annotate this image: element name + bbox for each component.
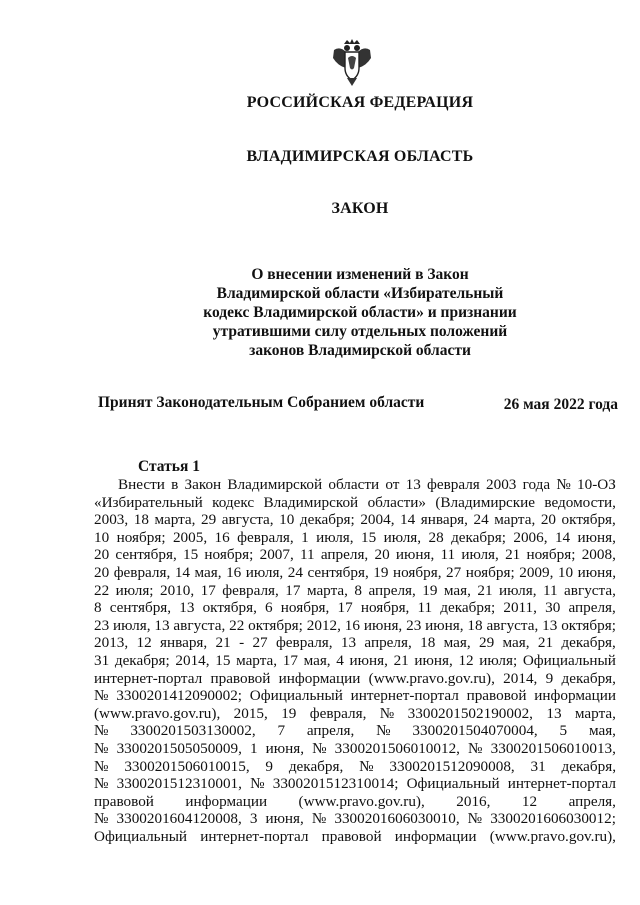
article-body-line	[94, 687, 616, 705]
word: августа,	[486, 616, 539, 634]
word: 11	[542, 581, 558, 599]
word: 17	[200, 581, 216, 599]
word: сентября,	[109, 599, 172, 617]
law-title-line: Владимирской области «Избирательный	[216, 285, 504, 302]
word: августа,	[221, 511, 274, 529]
article-body-line	[94, 511, 616, 529]
word: 29	[201, 511, 217, 529]
article-body-line	[94, 617, 616, 635]
word: (www.pravo.gov.ru),	[489, 827, 616, 845]
word: июля,	[383, 528, 422, 546]
word: ноября;	[526, 546, 576, 564]
word: 16	[214, 528, 230, 546]
word: ноября,	[393, 563, 442, 581]
word: июля,	[245, 563, 284, 581]
word: июня,	[414, 651, 453, 669]
document-kind-heading: ЗАКОН	[331, 200, 389, 217]
article-body-line	[94, 775, 616, 793]
word: 31	[94, 651, 110, 669]
word: 13	[405, 476, 421, 493]
word: 17	[337, 599, 353, 617]
word: 3	[249, 810, 258, 828]
word: 3300201506010013,	[490, 739, 616, 757]
word: (www.pravo.gov.ru),	[368, 669, 495, 687]
word: №	[376, 722, 391, 740]
word: июня,	[349, 651, 388, 669]
word: апреля,	[320, 546, 369, 564]
word: интернет-портал	[200, 827, 309, 845]
word: октября;	[248, 616, 303, 634]
coat-of-arms-icon	[330, 38, 374, 88]
word: 2008,	[581, 546, 616, 564]
word: 17	[285, 581, 301, 599]
word: 11	[300, 546, 315, 564]
word: июля,	[461, 546, 499, 564]
word: «Избирательный	[94, 493, 203, 511]
word: 2011,	[503, 599, 537, 617]
word: марта,	[574, 704, 616, 722]
word: 2010,	[159, 581, 195, 599]
word: декабря;	[114, 651, 170, 669]
word: 10	[279, 511, 295, 529]
word: 2015,	[233, 704, 268, 722]
word: 15	[361, 528, 377, 546]
word: мая,	[303, 651, 331, 669]
word: сентября,	[115, 546, 177, 564]
law-title	[180, 265, 540, 360]
word: 21	[477, 581, 493, 599]
article-body-line	[94, 722, 616, 740]
word: мая,	[443, 581, 471, 599]
word: №	[312, 739, 327, 757]
word: декабря;	[451, 528, 506, 546]
article-body-line	[94, 652, 616, 670]
word: августа,	[173, 616, 226, 634]
word: 3300201606030010,	[334, 810, 460, 828]
article-body-line	[94, 546, 616, 564]
word: 21	[215, 634, 231, 652]
word: 18	[133, 511, 149, 529]
word: №	[94, 775, 109, 793]
word: февраля,	[309, 704, 367, 722]
word: 30	[545, 599, 561, 617]
word: 13	[542, 616, 558, 634]
word: декабря,	[561, 757, 616, 775]
word: августа,	[564, 581, 616, 599]
word: №	[311, 810, 327, 828]
word: мая,	[443, 634, 471, 652]
word: интернет-портал	[94, 669, 203, 687]
word: 18	[467, 616, 483, 634]
word: июня,	[577, 563, 616, 581]
word: 2003	[486, 476, 517, 493]
word: №	[467, 810, 483, 828]
word: (www.pravo.gov.ru),	[298, 792, 425, 810]
word: февраля,	[237, 528, 294, 546]
word: апреля,	[364, 634, 412, 652]
word: 20	[374, 546, 390, 564]
word: 9	[545, 669, 554, 687]
word: Официальный	[249, 687, 343, 705]
word: 16	[226, 563, 242, 581]
law-title-line: О внесении изменений в Закон	[251, 266, 469, 283]
word: 13	[154, 616, 170, 634]
word: (Владимирские	[435, 493, 536, 511]
word: 11	[417, 599, 433, 617]
word: ведомости,	[544, 493, 616, 511]
word: 20	[94, 546, 110, 564]
word: декабря,	[561, 669, 616, 687]
word: ноября;	[465, 563, 515, 581]
word: 19	[281, 704, 297, 722]
article-body-line	[94, 476, 616, 494]
word: 2014,	[175, 651, 210, 669]
word: февраля	[427, 476, 480, 493]
article-body-line	[94, 793, 616, 811]
word: 21	[505, 546, 521, 564]
word: 1	[301, 528, 309, 546]
article-body-line	[94, 582, 616, 600]
word: правовой	[94, 792, 154, 810]
article-body-line	[94, 705, 616, 723]
word: 1	[249, 739, 258, 757]
word: 2007,	[259, 546, 294, 564]
word: информации	[278, 669, 361, 687]
word: ноября;	[204, 546, 254, 564]
word: 13	[340, 634, 357, 652]
word: 17	[282, 651, 298, 669]
word: 2016,	[456, 792, 491, 810]
word: области	[328, 476, 380, 493]
word: апреля,	[568, 792, 616, 810]
word: Официальный	[406, 775, 500, 793]
word: 24	[473, 511, 489, 529]
word: июля;	[479, 651, 518, 669]
word: 2006,	[513, 528, 548, 546]
adoption-line	[98, 394, 618, 412]
law-title-line: законов Владимирской области	[249, 342, 471, 359]
word: 2013,	[94, 634, 129, 652]
word: интернет-портал	[507, 775, 616, 793]
word: 3300201512310014;	[272, 775, 399, 793]
word: ноября,	[360, 599, 410, 617]
word: правовой	[321, 827, 382, 845]
article-body-line	[94, 599, 616, 617]
word: №	[379, 704, 395, 722]
word: июня,	[425, 616, 464, 634]
word: октября,	[561, 511, 616, 529]
word: 2005,	[172, 528, 208, 546]
word: марта,	[306, 581, 348, 599]
word: 27	[252, 634, 268, 652]
word: 23	[406, 616, 422, 634]
word: 6	[265, 599, 273, 617]
word: 3300201504070004,	[412, 722, 538, 740]
word: 9	[265, 757, 274, 775]
word: №	[94, 739, 109, 757]
word: информации	[534, 687, 616, 705]
word: №	[94, 687, 109, 705]
word: 10-ОЗ	[577, 476, 616, 493]
word: 3300201412090002;	[116, 687, 243, 705]
word: 20	[94, 563, 110, 581]
word: (www.pravo.gov.ru),	[94, 704, 221, 722]
word: июля,	[316, 528, 354, 546]
article-heading: Статья 1	[138, 458, 200, 475]
word: 14	[174, 563, 190, 581]
word: 19	[373, 563, 389, 581]
word: 13	[179, 599, 195, 617]
article-body-line	[94, 494, 616, 512]
word: 7	[277, 722, 286, 740]
word: правовой	[210, 669, 271, 687]
word: мая,	[194, 563, 222, 581]
word: 24	[287, 563, 303, 581]
word: кодекс	[212, 493, 255, 511]
word: №	[94, 810, 109, 828]
word: 8	[354, 581, 362, 599]
word: сентября,	[307, 563, 369, 581]
word: от	[385, 476, 400, 493]
word: №	[250, 775, 265, 793]
word: июня,	[265, 810, 304, 828]
word: 27	[446, 563, 462, 581]
word: №	[468, 739, 483, 757]
word: февраля,	[222, 581, 279, 599]
article-body-line	[94, 529, 616, 547]
article-body-line	[94, 634, 616, 652]
word: Владимирской	[227, 476, 323, 493]
word: 2009,	[519, 563, 554, 581]
word: декабря;	[299, 511, 355, 529]
article-body-line	[94, 758, 616, 776]
word: декабря;	[440, 599, 496, 617]
article-body	[94, 476, 616, 845]
article-body-line	[94, 828, 616, 846]
word: июня,	[395, 546, 435, 564]
word: 12	[458, 651, 474, 669]
article-body-line	[94, 740, 616, 758]
word: Официальный	[94, 827, 188, 845]
word: марта,	[154, 511, 196, 529]
word: 3300201506010015,	[124, 757, 250, 775]
word: 2003,	[94, 511, 129, 529]
word: января,	[160, 634, 208, 652]
article-body-line	[94, 810, 616, 828]
word: 2012,	[306, 616, 341, 634]
word: ноября;	[116, 528, 166, 546]
article-body-line	[94, 564, 616, 582]
word: 22	[229, 616, 245, 634]
word: информации	[394, 827, 477, 845]
word: апреля,	[568, 599, 616, 617]
adoption-date: 26 мая 2022 года	[503, 396, 618, 413]
word: 2014,	[503, 669, 538, 687]
word: 3300201606030012;	[490, 810, 616, 828]
word: июня,	[363, 616, 403, 634]
word: 12	[521, 792, 538, 810]
word: 3300201512090008,	[389, 757, 515, 775]
word: 20	[540, 511, 556, 529]
word: 14	[554, 528, 571, 546]
word: февраля,	[275, 634, 333, 652]
word: 13	[546, 704, 562, 722]
word: 2004,	[360, 511, 395, 529]
word: 21	[537, 634, 554, 652]
word: октября;	[561, 616, 616, 634]
word: 15	[182, 546, 199, 564]
word: 5	[559, 722, 568, 740]
word: 14	[400, 511, 416, 529]
word: №	[94, 757, 109, 775]
law-title-line: кодекс Владимирской области» и признании	[203, 304, 517, 321]
word: июля,	[113, 616, 151, 634]
word: 3300201506010012,	[334, 739, 460, 757]
word: №	[94, 722, 109, 740]
word: ноября,	[280, 599, 330, 617]
word: 3300201512310001,	[116, 775, 242, 793]
word: 16	[344, 616, 360, 634]
word: марта,	[236, 651, 278, 669]
word: 3300201502190002,	[407, 704, 533, 722]
word: 4	[336, 651, 344, 669]
word: в	[171, 476, 179, 493]
word: января,	[420, 511, 468, 529]
word: 19	[422, 581, 438, 599]
region-heading: ВЛАДИМИРСКАЯ ОБЛАСТЬ	[246, 148, 474, 165]
word: 3300201503130002,	[130, 722, 256, 740]
word: апреля,	[306, 722, 355, 740]
word: апреля,	[368, 581, 416, 599]
article-body-line	[94, 670, 616, 688]
word: 11	[440, 546, 456, 564]
word: мая,	[502, 634, 530, 652]
word: 15	[215, 651, 231, 669]
word: Официальный	[522, 651, 616, 669]
word: марта,	[494, 511, 536, 529]
word: 31	[530, 757, 546, 775]
word: мая,	[588, 722, 616, 740]
word: правовой	[466, 687, 527, 705]
word: №	[359, 757, 374, 775]
word: -	[239, 634, 245, 652]
word: области»	[367, 493, 426, 511]
law-title-line: утратившими силу отдельных положений	[212, 323, 508, 340]
word: 18	[420, 634, 436, 652]
word: 28	[428, 528, 444, 546]
word: октября,	[202, 599, 257, 617]
word: июля;	[115, 581, 154, 599]
word: 3300201505050009,	[116, 739, 242, 757]
country-heading: РОССИЙСКАЯ ФЕДЕРАЦИЯ	[246, 94, 474, 111]
word: Закон	[184, 476, 222, 493]
word: Внести	[118, 476, 165, 493]
word: 10	[557, 563, 574, 581]
word: интернет-портал	[350, 687, 459, 705]
word: 22	[94, 581, 110, 599]
word: июня,	[577, 528, 616, 546]
word: 29	[478, 634, 495, 652]
word: 21	[393, 651, 409, 669]
word: №	[556, 476, 571, 493]
word: 12	[136, 634, 152, 652]
word: информации	[185, 792, 268, 810]
word: декабря,	[288, 757, 344, 775]
word: Владимирской	[263, 493, 359, 511]
word: 23	[94, 616, 110, 634]
word: декабря,	[561, 634, 616, 652]
word: 10	[94, 528, 110, 546]
word: февраля,	[113, 563, 171, 581]
word: года	[522, 476, 551, 493]
adoption-label: Принят Законодательным Собранием области	[98, 394, 425, 411]
word: 3300201604120008,	[116, 810, 242, 828]
word: июня,	[265, 739, 305, 757]
word: 8	[94, 599, 102, 617]
word: июля,	[499, 581, 537, 599]
